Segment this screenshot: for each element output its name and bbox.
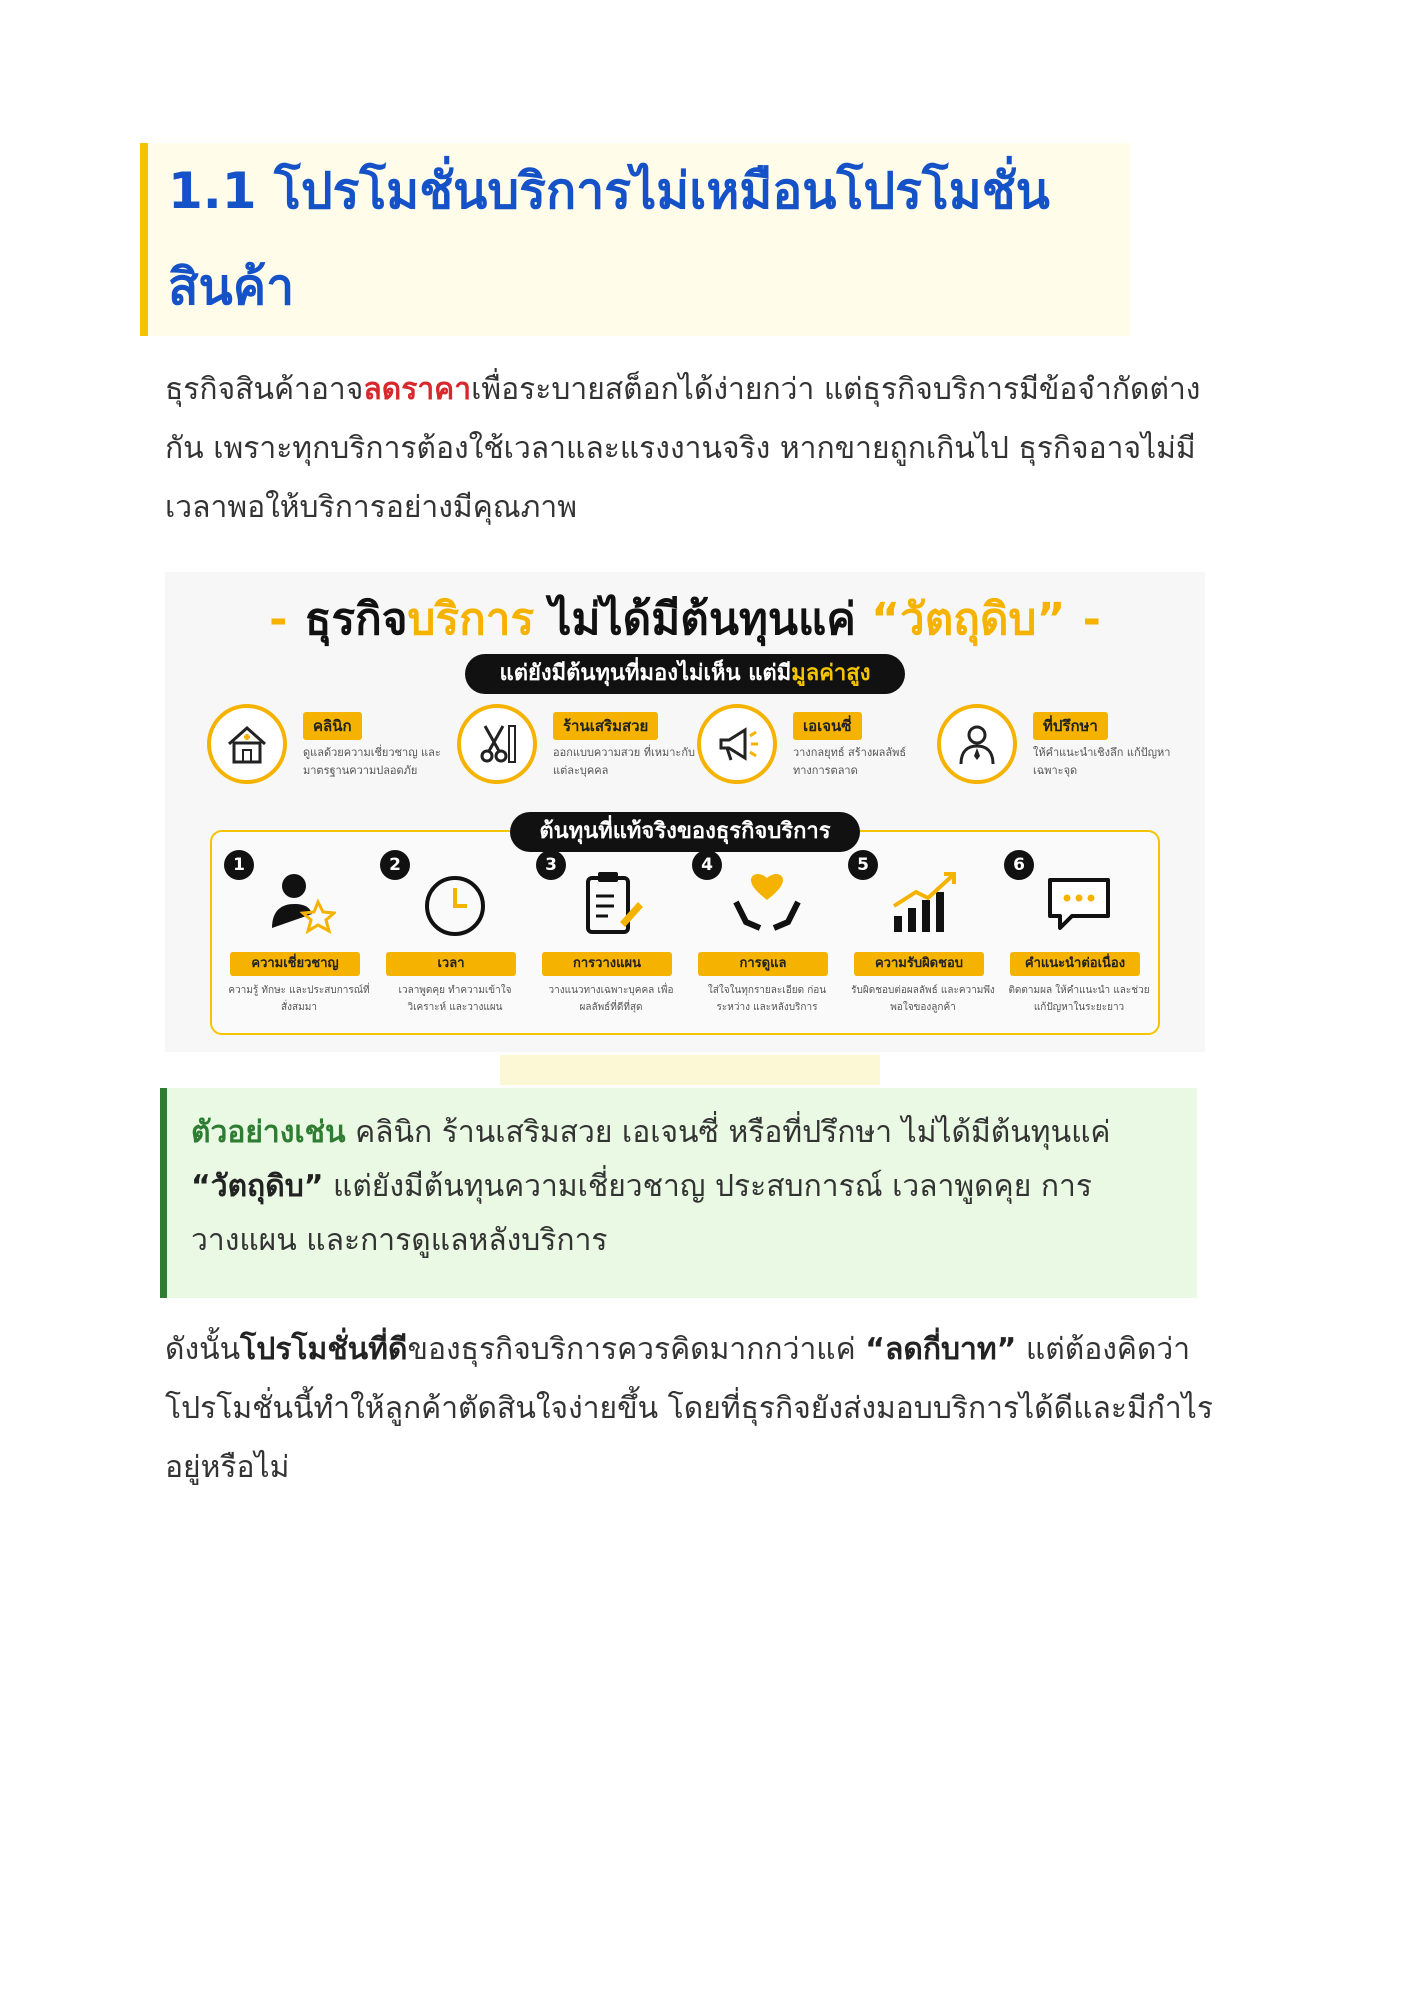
cost-label: คำแนะนำต่อเนื่อง [1010,952,1140,976]
cost-number: 1 [224,850,254,880]
title-part-a: ธุรกิจ [304,594,408,645]
subtitle-part-a: แต่ยังมีต้นทุนที่มองไม่เห็น แต่มี [499,661,792,686]
cost-number: 5 [848,850,878,880]
title-part-d: “วัตถุดิบ” [871,594,1066,645]
cost-label: ความเชี่ยวชาญ [230,952,360,976]
cost-number: 6 [1004,850,1034,880]
cost-number: 4 [692,850,722,880]
cost-item [532,850,690,1030]
business-label: ที่ปรึกษา [1033,712,1108,740]
callout-bold: “วัตถุดิบ” [191,1169,324,1204]
cost-label: เวลา [386,952,516,976]
business-label: ร้านเสริมสวย [553,712,658,740]
business-item [207,704,457,804]
cost-label: ความรับผิดชอบ [854,952,984,976]
cost-item [220,850,378,1030]
cost-desc: รับผิดชอบต่อผลลัพธ์ และความพึงพอใจของลูกค้า [851,985,995,1013]
cost-label: การวางแผน [542,952,672,976]
callout-lead: ตัวอย่างเช่น [191,1115,346,1150]
business-item [697,704,947,804]
callout-post: แต่ยังมีต้นทุนความเชี่ยวชาญ ประสบการณ์ เวลาพูดคุย การวางแผน และการดูแลหลังบริการ [191,1169,1092,1258]
business-label: คลินิก [303,712,362,740]
cost-label: การดูแล [698,952,828,976]
infographic-title [165,592,1205,648]
megaphone-icon [697,704,777,784]
scissors-icon [457,704,537,784]
title-part-b: บริการ [407,594,535,645]
conclusion-bold-1: โปรโมชั่นที่ดี [240,1332,408,1367]
intro-highlight: ลดราคา [363,372,472,407]
title-decoration-icon: ⁃ [1080,594,1103,645]
cost-item [688,850,846,1030]
business-label: เอเจนซี่ [793,712,862,740]
section-heading [140,143,1130,336]
heading-line-2: สินค้า [168,258,295,316]
title-part-c: ไม่ได้มีต้นทุนแค่ [534,594,872,645]
conclusion-mid: ของธุรกิจบริการควรคิดมากกว่าแค่ [407,1332,866,1367]
business-item [937,704,1187,804]
conclusion-post: แต่ต้องคิดว่าโปรโมชั่นนี้ทำให้ลูกค้าตัดสินใจง่ายขึ้น โดยที่ธุรกิจยังส่งมอบบริการได้ดีและมีกำไรอยู่หรือไม่ [165,1332,1213,1485]
cost-desc: เวลาพูดคุย ทำความเข้าใจ วิเคราะห์ และวางแผน [398,985,512,1013]
cost-desc: ติดตามผล ให้คำแนะนำ และช่วยแก้ปัญหาในระยะยาว [1008,985,1150,1013]
business-item [457,704,707,804]
watermark [500,1055,880,1085]
clinic-icon [207,704,287,784]
intro-paragraph [165,360,1225,537]
cost-box [210,830,1160,1035]
clock-icon [418,866,492,940]
heading-line-1: 1.1 โปรโมชั่นบริการไม่เหมือนโปรโมชั่น [168,162,1050,220]
care-icon [730,866,804,940]
infographic [165,572,1205,1052]
title-decoration-icon: ⁃ [267,594,290,645]
clipboard-icon [574,866,648,940]
conclusion-pre: ดังนั้น [165,1332,241,1367]
business-desc: ให้คำแนะนำเชิงลึก แก้ปัญหาเฉพาะจุด [1033,746,1171,777]
example-callout [160,1088,1197,1298]
expert-icon [262,866,336,940]
cost-item [1000,850,1158,1030]
infographic-subtitle [465,654,905,694]
cost-heading: ต้นทุนที่แท้จริงของธุรกิจบริการ [510,812,860,852]
growth-chart-icon [886,866,960,940]
cost-item [376,850,534,1030]
chat-icon [1042,866,1116,940]
intro-pre: ธุรกิจสินค้าอาจ [165,372,364,407]
cost-number: 3 [536,850,566,880]
cost-number: 2 [380,850,410,880]
cost-desc: วางแนวทางเฉพาะบุคคล เพื่อผลลัพธ์ที่ดีที่สุด [548,985,674,1013]
callout-pre: คลินิก ร้านเสริมสวย เอเจนซี่ หรือที่ปรึกษา ไม่ได้มีต้นทุนแค่ [345,1115,1111,1150]
cost-desc: ความรู้ ทักษะ และประสบการณ์ที่สั่งสมมา [228,985,370,1013]
business-desc: วางกลยุทธ์ สร้างผลลัพธ์ ทางการตลาด [793,746,907,777]
cost-desc: ใส่ใจในทุกรายละเอียด ก่อน ระหว่าง และหลังบริการ [707,985,827,1013]
intro-post: เพื่อระบายสต็อกได้ง่ายกว่า แต่ธุรกิจบริการมีข้อจำกัดต่างกัน เพราะทุกบริการต้องใช้เวลาและแรงงานจริง หากขายถูกเกินไป ธุรกิจอาจไม่มีเวลาพอให้บริการอย่างมีคุณภาพ [165,372,1201,525]
subtitle-part-b: มูลค่าสูง [791,661,871,686]
consultant-icon [937,704,1017,784]
cost-item [844,850,1002,1030]
conclusion-bold-2: “ลดกี่บาท” [865,1332,1017,1367]
conclusion-paragraph [165,1320,1225,1497]
business-desc: ดูแลด้วยความเชี่ยวชาญ และมาตรฐานความปลอดภัย [303,746,441,777]
business-desc: ออกแบบความสวย ที่เหมาะกับแต่ละบุคคล [553,746,695,777]
